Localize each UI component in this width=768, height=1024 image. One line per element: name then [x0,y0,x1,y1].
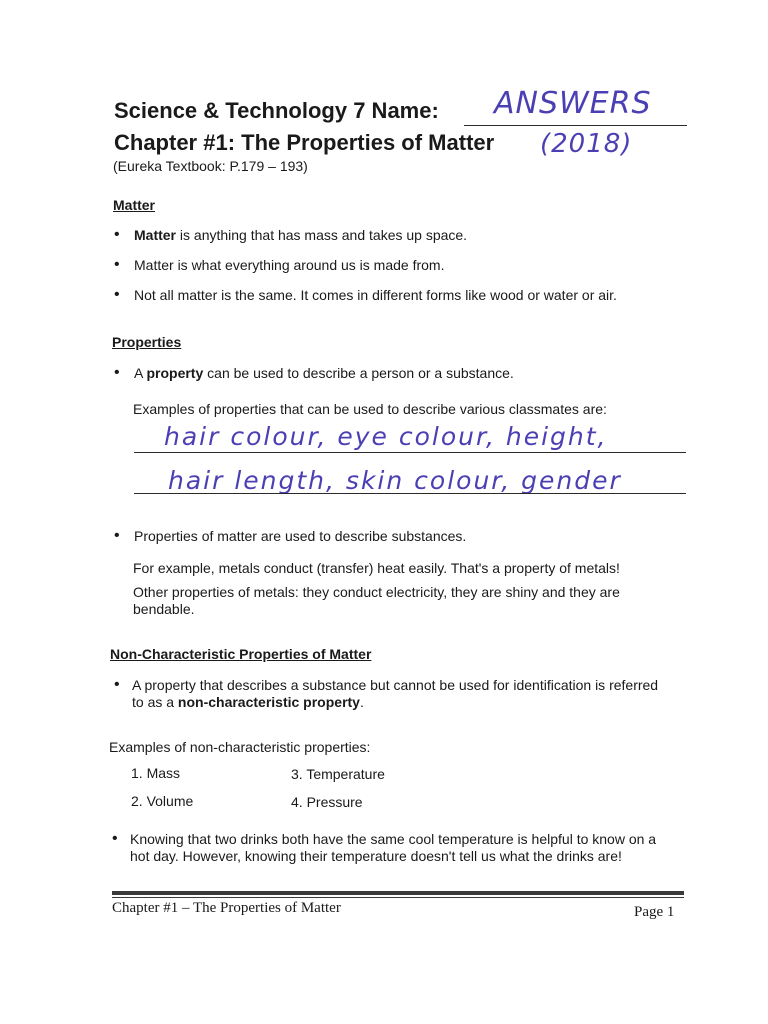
properties-bullet-1-post: can be used to describe a person or a substance. [203,365,514,381]
answer-line-1: hair colour, eye colour, height, [164,422,608,451]
bullet-icon: • [114,256,120,273]
chapter-title: Chapter #1: The Properties of Matter [114,130,495,155]
bullet-icon: • [114,364,120,381]
properties-bullet-1-pre: A [134,365,147,381]
example-item-pressure: 4. Pressure [291,794,363,810]
noncharacteristic-bullet-1-post: . [359,694,364,710]
section-heading-matter: Matter [113,197,156,213]
bullet-icon: • [114,226,120,243]
metals-other-properties: Other properties of metals: they conduct electricity, they are shiny and they are bendable. [133,584,620,617]
metals-example: For example, metals conduct (transfer) heat easily. That's a property of metals! [133,560,620,576]
year-answer: (2018) [540,129,633,159]
page-title: Science & Technology 7 Name: [114,98,439,123]
properties-bullet-2: Properties of matter are used to describe substances. [134,528,467,544]
footer-page-number: Page 1 [634,904,675,920]
noncharacteristic-bullet-1 [132,677,667,711]
section-heading-properties: Properties [112,334,182,350]
footer-chapter: Chapter #1 – The Properties of Matter [112,900,341,916]
example-item-mass: 1. Mass [131,765,181,781]
name-line [464,125,687,126]
answer-blank-1 [134,452,686,453]
properties-bullet-1 [134,365,694,382]
name-answer: ANSWERS [494,86,652,121]
noncharacteristic-bullet-1-pre: A property that describes a substance but cannot be used for identification is referred to as a [132,677,659,710]
example-item-temperature: 3. Temperature [291,766,385,782]
answer-line-2: hair length, skin colour, gender [168,466,622,495]
bullet-icon: • [114,676,120,693]
footer-rule-thin [112,897,684,898]
example-item-volume: 2. Volume [131,793,194,809]
textbook-reference: (Eureka Textbook: P.179 – 193) [113,158,308,174]
examples-prompt: Examples of properties that can be used to describe various classmates are: [133,401,607,417]
bullet-icon: • [114,286,120,303]
property-term: property [146,365,204,381]
matter-definition: is anything that has mass and takes up space. [176,227,468,243]
matter-bullet-2: Matter is what everything around us is made from. [134,257,445,273]
section-heading-noncharacteristic: Non-Characteristic Properties of Matter [110,646,372,662]
examples-heading: Examples of non-characteristic properties: [109,739,371,755]
answer-blank-2 [134,493,686,494]
matter-bullet-1 [134,227,694,244]
matter-bullet-3: Not all matter is the same. It comes in different forms like wood or water or air. [134,287,617,303]
bullet-icon: • [114,527,120,544]
bullet-icon: • [112,830,118,847]
footer-rule [112,891,684,895]
noncharacteristic-term: non-characteristic property [177,694,360,710]
matter-term: Matter [134,227,177,243]
noncharacteristic-bullet-2: Knowing that two drinks both have the same cool temperature is helpful to know on a hot day. However, knowing their temperature doesn't tell us what the drinks are! [130,831,657,864]
